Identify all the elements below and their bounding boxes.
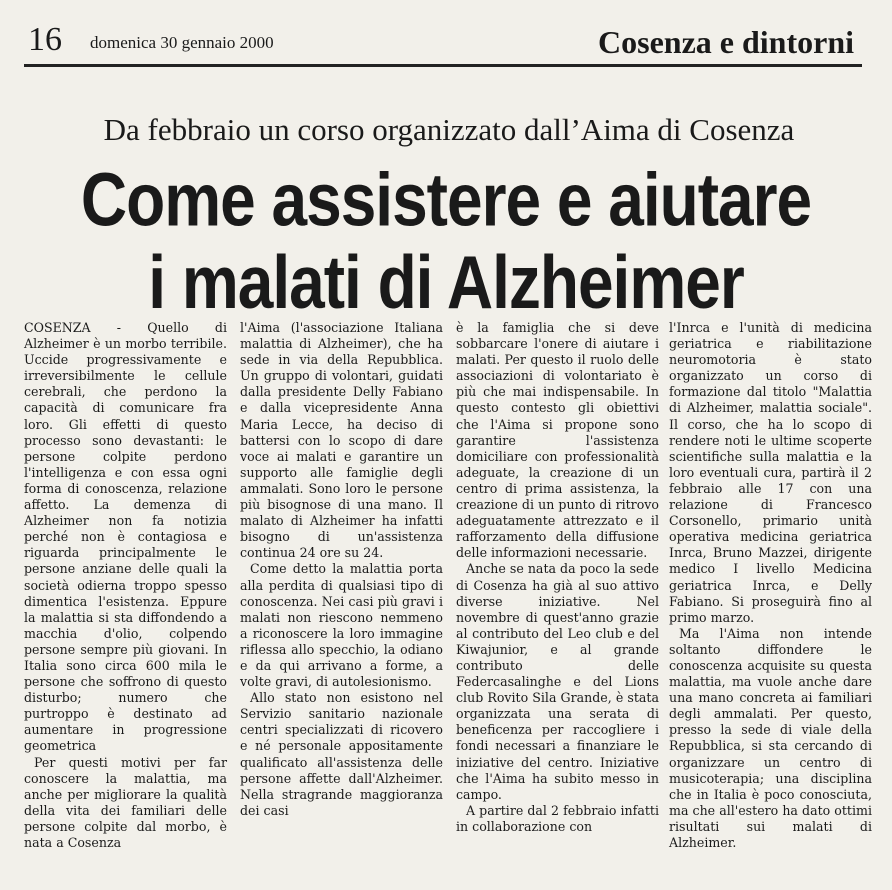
paragraph: Anche se nata da poco la sede di Cosenza ha già al suo attivo diverse iniziative. Nel novembre di quest'anno grazie al contributo del Leo club e del Kiwajunior, e al grande contributo delle Federcasalinghe e del Lions club Rovito Sila Grande, è stata organizzata una serata di beneficenza per raccogliere i fondi necessari a finanziare le iniziative del centro. Iniziative che l'Aima ha subito messo in campo.: [456, 561, 659, 802]
article-column-4: [669, 320, 872, 851]
paragraph: Come detto la malattia porta alla perdita di qualsiasi tipo di conoscenza. Nei casi più gravi i malati non riescono nemmeno a riconoscere la loro immagine riflessa allo specchio, la odiano e da qui arrivano a forme, a volte gravi, di autolesionismo.: [240, 561, 443, 690]
article-column-3: [456, 320, 659, 835]
publication-date: domenica 30 gennaio 2000: [90, 33, 274, 52]
paragraph: è la famiglia che si deve sobbarcare l'onere di aiutare i malati. Per questo il ruolo delle associazioni di volontariato è più che mai indispensabile. In questo contesto gli obiettivi che l'Aima si propone sono garantire l'assistenza domiciliare con professionalità adeguate, la creazione di un centro di prima assistenza, la creazione di un punto di ritrovo adeguatamente attrezzato e il rafforzamento della diffusione delle informazioni necessarie.: [456, 320, 659, 561]
masthead: [28, 18, 858, 62]
paragraph: l'Inrca e l'unità di medicina geriatrica e riabilitazione neuromotoria è stato organizzato un corso di formazione dal titolo "Malattia di Alzheimer, malattia sociale". Il corso, che ha lo scopo di rendere noti le ultime scoperte scientifiche sulla malattia e la loro eventuali cura, partirà il 2 febbraio alle 17 con una relazione di Francesco Corsonello, primario unità operativa medicina geriatrica Inrca, Bruno Mazzei, dirigente medico I livello Medicina geriatrica Inrca, e Delly Fabiano. Si proseguirà fino al primo marzo.: [669, 320, 872, 625]
paragraph: Allo stato non esistono nel Servizio sanitario nazionale centri specializzati di ricovero e né personale appositamente qualificato all'assistenza delle persone affette dall'Alzheimer. Nella stragrande maggioranza dei casi: [240, 690, 443, 818]
article-kicker: Da febbraio un corso organizzato dall’Aima di Cosenza: [103, 112, 795, 147]
paragraph: Ma l'Aima non intende soltanto diffondere le conoscenza acquisite su questa malattia, ma vuole anche dare una mano concreta ai familiari degli ammalati. Per questo, presso la sede di viale della Repubblica, si sta cercando di organizzare un centro di musicoterapia; una disciplina che in Italia è poco conosciuta, ma che all'estero ha dato ottimi risultati sui malati di Alzheimer.: [669, 625, 872, 850]
page-number: 16: [28, 21, 62, 58]
article-headline: [40, 158, 852, 323]
paragraph: l'Aima (l'associazione Italiana malattia di Alzheimer), che ha sede in via della Repubblica. Un gruppo di volontari, guidati dalla presidente Delly Fabiano e dalla vicepresidente Anna Maria Lecce, ha deciso di battersi con lo scopo di dare voce ai malati e garantire un supporto alle famiglie degli ammalati. Sono loro le persone più bisognose di una mano. Il malato di Alzheimer ha infatti bisogno di un'assistenza continua 24 ore su 24.: [240, 320, 443, 561]
paragraph: A partire dal 2 febbraio infatti in collaborazione con: [456, 802, 659, 834]
paragraph: COSENZA - Quello di Alzheimer è un morbo terribile. Uccide progressivamente e irreversibilmente le cellule cerebrali, che perdono la capacità di comunicare fra loro. Gli effetti di questo processo sono devastanti: le persone colpite perdono l'intelligenza e con essa ogni forma di conoscenza, relazione affetto. La demenza di Alzheimer non fa notizia perché non è contagiosa e riguarda principalmente le persone anziane delle quali la società odierna troppo spesso dimentica l'esistenza. Eppure la malattia si sta diffondendo a macchia d'olio, colpendo persone sempre più giovani. In Italia sono circa 600 mila le persone che soffrono di questo disturbo; numero che purtroppo è destinato ad aumentare in progressione geometrica: [24, 320, 227, 754]
headline-line-2: i malati di Alzheimer: [148, 239, 744, 325]
article-column-1: [24, 320, 227, 851]
article-column-2: [240, 320, 443, 819]
article-body: [24, 320, 874, 880]
masthead-rule: [24, 64, 862, 67]
section-title: Cosenza e dintorni: [598, 24, 854, 60]
headline-line-1: Come assistere e aiutare: [80, 156, 812, 242]
paragraph: Per questi motivi per far conoscere la malattia, ma anche per migliorare la qualità della vita dei familiari delle persone colpite dal morbo, è nata a Cosenza: [24, 754, 227, 850]
